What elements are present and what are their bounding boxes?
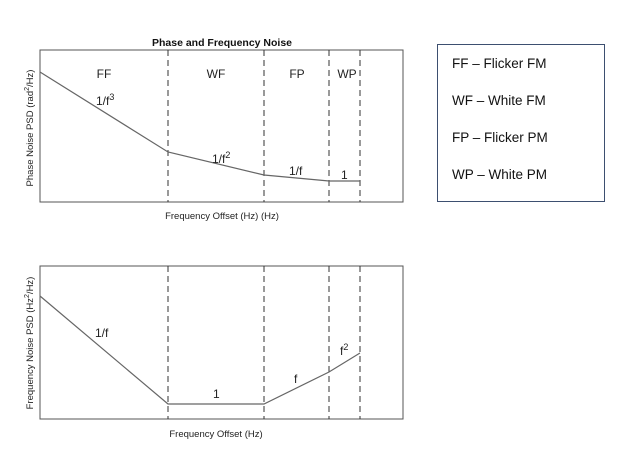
phase-noise-curve [40,72,360,181]
bottom-slope-label-wf: 1 [213,387,220,401]
frequency-noise-plot [24,266,403,440]
legend-item-wf: WF – White FM [452,93,546,108]
bottom-x-axis-label: Frequency Offset (Hz) [169,429,263,440]
diagram-title: Phase and Frequency Noise [151,37,293,49]
top-slope-label-wp: 1 [341,168,348,182]
bottom-slope-label-fp: f [294,372,298,386]
legend-box [437,44,605,202]
legend-item-fp: FP – Flicker PM [452,130,548,145]
bottom-y-axis-label: Frequency Noise PSD (Hz$^2$/Hz) [24,276,36,410]
legend-item-wp: WP – White PM [452,167,548,182]
top-x-axis-label: Frequency Offset (Hz) (Hz) [165,211,279,222]
top-slope-label-ff: $1/f^3$ [96,92,115,108]
region-label-fp: FP [289,67,305,81]
region-label-wf: WF [206,67,226,81]
bottom-slope-label-wp: $f^2$ [340,342,349,358]
bottom-slope-label-ff: 1/f [95,326,109,340]
legend-item-ff: FF – Flicker FM [452,56,547,71]
region-label-ff: FF [96,67,112,81]
region-label-wp: WP [337,67,357,81]
top-slope-label-fp: 1/f [289,164,303,178]
top-slope-label-wf: $1/f^2$ [212,150,231,166]
phase-noise-plot [24,50,403,222]
frequency-noise-curve [40,296,360,404]
top-y-axis-label: Phase Noise PSD (rad$^2$/Hz) [24,69,36,187]
